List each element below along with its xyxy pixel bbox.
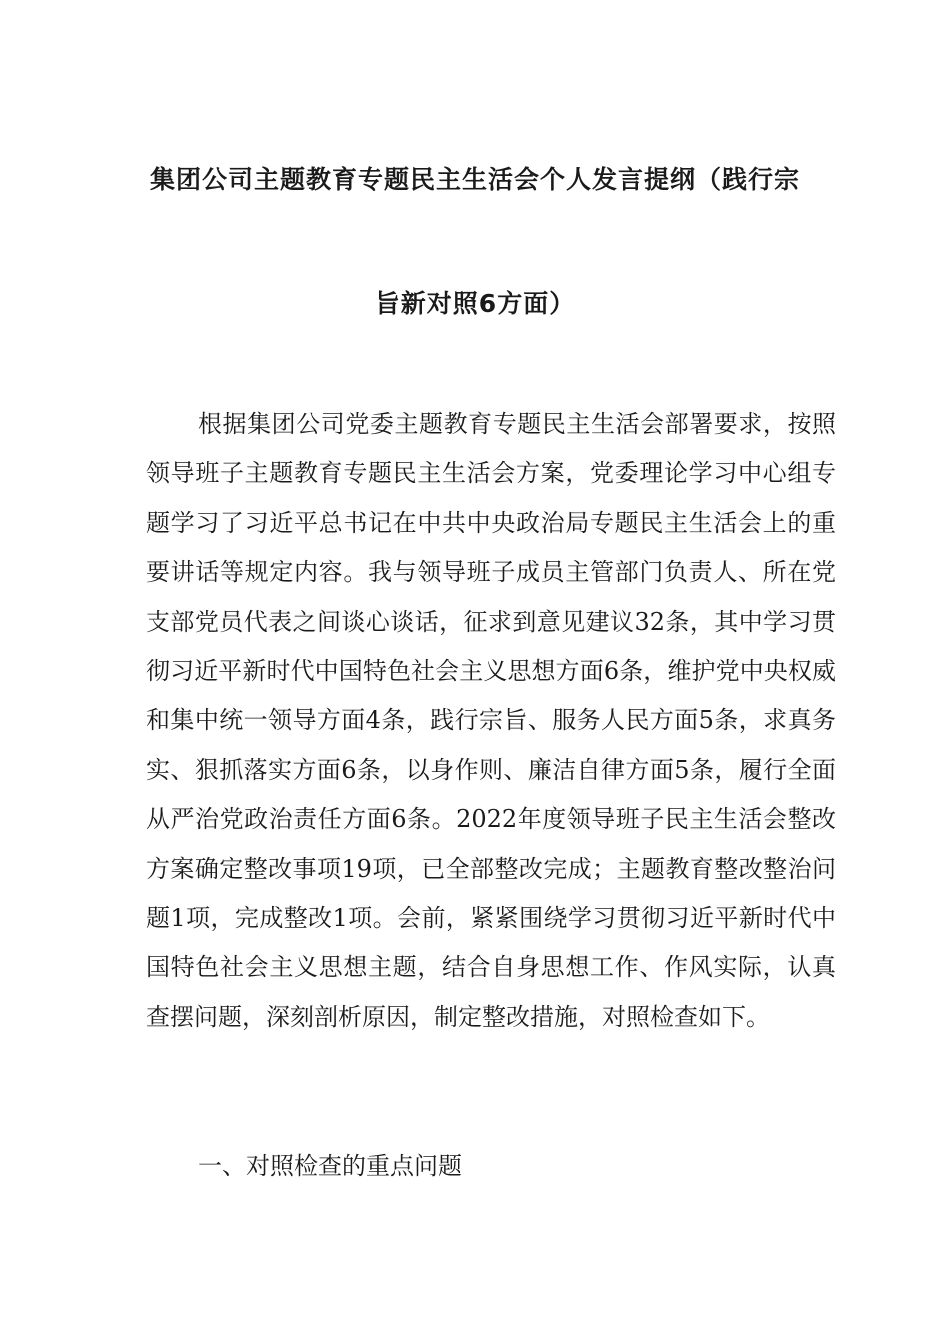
document-title-line-1: 集团公司主题教育专题民主生活会个人发言提纲（践行宗: [149, 165, 800, 194]
intro-paragraph: 根据集团公司党委主题教育专题民主生活会部署要求，按照领导班子主题教育专题民主生活会方案，党委理论学习中心组专题学习了习近平总书记在中共中央政治局专题民主生活会上的重要讲话等规定内容。我与领导班子成员主管部门负责人、所在党支部党员代表之间谈心谈话，征求到意见建议32条，其中学习贯彻习近平新时代中国特色社会主义思想方面6条，维护党中央权威和集中统一领导方面4条，践行宗旨、服务人民方面5条，求真务实、狠抓落实方面6条，以身作则、廉洁自律方面5条，履行全面从严治党政治责任方面6条。2022年度领导班子民主生活会整改方案确定整改事项19项，已全部整改完成；主题教育整改整治问题1项，完成整改1项。会前，紧紧围绕学习贯彻习近平新时代中国特色社会主义思想主题，结合自身思想工作、作风实际，认真查摆问题，深刻剖析原因，制定整改措施，对照检查如下。: [146, 410, 836, 1031]
document-title-line-2: 旨新对照6方面）: [374, 289, 576, 318]
section-heading-1: 一、对照检查的重点问题: [198, 1152, 462, 1180]
